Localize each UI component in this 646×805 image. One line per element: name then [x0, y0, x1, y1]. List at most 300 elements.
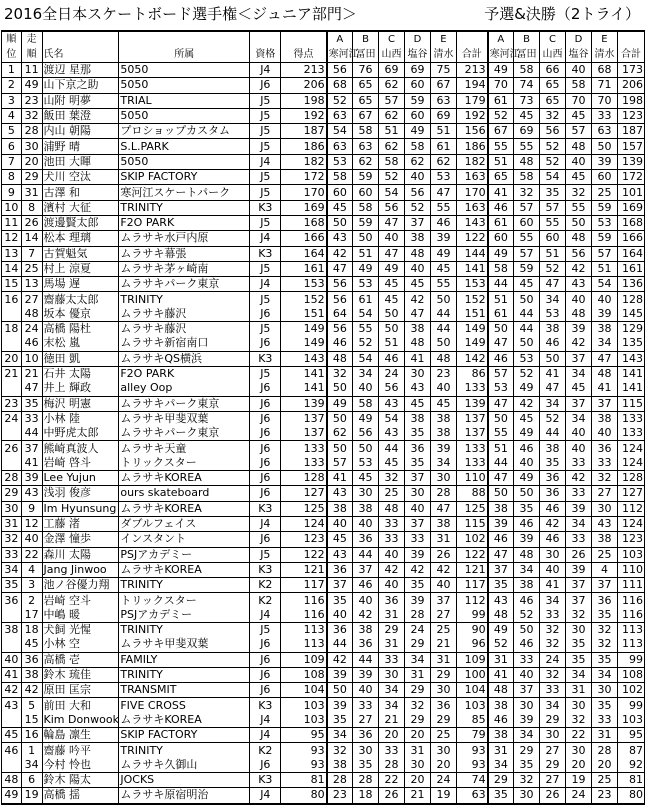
affiliation-cell: FIVE CROSS: [119, 698, 250, 713]
points-cell: 103: [281, 713, 327, 728]
try1-total-cell: 74: [456, 772, 487, 787]
try1-score-cell: 20: [430, 758, 456, 773]
table-row: [2, 501, 645, 516]
try1-score-cell: 37: [353, 562, 379, 577]
table-row: [2, 578, 645, 593]
try2-score-cell: 33: [566, 532, 592, 547]
try1-score-cell: 29: [405, 637, 431, 652]
name-cell: 輪島 凛生: [42, 728, 119, 743]
try1-score-cell: 54: [379, 185, 405, 200]
judge-name: 塩谷: [405, 47, 431, 63]
try2-score-cell: 48: [591, 366, 617, 381]
try2-score-cell: 68: [591, 63, 617, 78]
try2-score-cell: 38: [488, 698, 514, 713]
try1-score-cell: 68: [327, 78, 353, 93]
try2-total-cell: 113: [617, 622, 644, 637]
rank-cell: 15: [2, 277, 22, 292]
try1-score-cell: 19: [430, 788, 456, 804]
try2-score-cell: 58: [514, 170, 540, 185]
table-row: [2, 93, 645, 108]
try2-score-cell: 46: [540, 532, 566, 547]
try1-score-cell: 62: [379, 78, 405, 93]
qualification-cell: J6: [250, 336, 281, 351]
qualification-cell: J5: [250, 366, 281, 381]
try1-score-cell: 30: [379, 667, 405, 682]
try1-score-cell: 44: [353, 547, 379, 562]
try2-score-cell: 55: [488, 426, 514, 441]
try1-score-cell: 38: [405, 411, 431, 426]
try2-score-cell: 41: [540, 578, 566, 593]
try1-score-cell: 58: [405, 139, 431, 154]
name-cell: 今村 怜也: [42, 758, 119, 773]
try1-score-cell: 38: [405, 322, 431, 337]
try2-score-cell: 29: [488, 772, 514, 787]
rank-cell: 7: [2, 154, 22, 169]
try1-score-cell: 36: [353, 728, 379, 743]
try2-score-cell: 34: [488, 758, 514, 773]
try2-score-cell: 55: [514, 139, 540, 154]
try1-score-cell: 38: [353, 501, 379, 516]
try1-score-cell: 30: [405, 758, 431, 773]
try1-score-cell: 56: [327, 322, 353, 337]
try2-score-cell: 57: [591, 246, 617, 261]
name-cell: Im Hyunsung: [42, 501, 119, 516]
affiliation-cell: インスタント: [119, 532, 250, 547]
try1-score-cell: 37: [405, 215, 431, 230]
try1-score-cell: 56: [379, 200, 405, 215]
try2-score-cell: 38: [540, 322, 566, 337]
order-cell: 18: [21, 622, 42, 637]
points-cell: 166: [281, 231, 327, 246]
try1-total-cell: 144: [456, 246, 487, 261]
try1-score-cell: 54: [379, 411, 405, 426]
table-row: [2, 351, 645, 366]
results-body: [2, 63, 645, 804]
try1-score-cell: 33: [379, 516, 405, 531]
try2-total-cell: 164: [617, 246, 644, 261]
table-row: [2, 185, 645, 200]
points-cell: 137: [281, 411, 327, 426]
try2-score-cell: 39: [488, 516, 514, 531]
try2-score-cell: 47: [591, 351, 617, 366]
try1-score-cell: 62: [405, 154, 431, 169]
rank-cell: 5: [2, 124, 22, 139]
try2-score-cell: 51: [540, 246, 566, 261]
rank-cell: 10: [2, 200, 22, 215]
try2-score-cell: 48: [566, 307, 592, 322]
try1-score-cell: 33: [379, 532, 405, 547]
try2-score-cell: 22: [566, 728, 592, 743]
try2-score-cell: 32: [591, 471, 617, 486]
qualification-cell: K3: [250, 246, 281, 261]
try2-score-cell: 47: [488, 547, 514, 562]
try1-score-cell: 55: [430, 200, 456, 215]
order-cell: 43: [21, 486, 42, 501]
try2-score-cell: 35: [591, 698, 617, 713]
rank-cell: 35: [2, 578, 22, 593]
try1-score-cell: 39: [353, 667, 379, 682]
try1-score-cell: 50: [327, 215, 353, 230]
try2-score-cell: 30: [514, 698, 540, 713]
try1-total-cell: 156: [456, 124, 487, 139]
try2-total-cell: 124: [617, 516, 644, 531]
table-row: [2, 154, 645, 169]
order-cell: 45: [21, 637, 42, 652]
try1-score-cell: 56: [327, 292, 353, 307]
try2-total-cell: 128: [617, 471, 644, 486]
try2-total-cell: 129: [617, 322, 644, 337]
try2-score-cell: 51: [591, 261, 617, 276]
qualification-cell: J6: [250, 456, 281, 471]
affiliation-cell: TRINITY: [119, 200, 250, 215]
table-row: [2, 788, 645, 804]
try2-score-cell: 37: [591, 396, 617, 411]
try2-score-cell: 52: [514, 608, 540, 623]
try1-score-cell: 30: [405, 366, 431, 381]
try1-total-cell: 139: [456, 396, 487, 411]
try1-total-cell: 122: [456, 231, 487, 246]
try2-score-cell: 53: [540, 307, 566, 322]
try1-score-cell: 48: [327, 351, 353, 366]
try2-score-cell: 25: [591, 185, 617, 200]
try1-score-cell: 69: [379, 63, 405, 78]
points-cell: 151: [281, 307, 327, 322]
table-row: [2, 277, 645, 292]
table-row: [2, 292, 645, 307]
order-cell: 28: [21, 124, 42, 139]
try2-score-cell: 39: [566, 322, 592, 337]
affiliation-cell: 5050: [119, 63, 250, 78]
try2-score-cell: 71: [591, 78, 617, 93]
table-row: [2, 200, 645, 215]
try1-score-cell: 55: [430, 277, 456, 292]
try2-score-cell: 30: [591, 683, 617, 698]
judge-letter: C: [540, 31, 566, 47]
try2-score-cell: 38: [591, 411, 617, 426]
try2-score-cell: 30: [566, 743, 592, 758]
try1-score-cell: 53: [430, 170, 456, 185]
try1-total-cell: 90: [456, 622, 487, 637]
order-cell: 16: [21, 728, 42, 743]
try1-total-cell: 137: [456, 411, 487, 426]
try1-score-cell: 40: [405, 261, 431, 276]
try1-score-cell: 40: [327, 608, 353, 623]
try2-score-cell: 61: [488, 307, 514, 322]
try1-score-cell: 31: [430, 652, 456, 667]
try1-score-cell: 51: [353, 246, 379, 261]
affiliation-cell: ムラサキパーク東京: [119, 396, 250, 411]
try2-score-cell: 33: [591, 456, 617, 471]
try1-score-cell: 39: [405, 593, 431, 608]
try2-score-cell: 35: [566, 652, 592, 667]
page-subtitle: 予選&決勝（2トライ）: [484, 5, 640, 23]
try2-total-cell: 143: [617, 351, 644, 366]
rank-cell: 46: [2, 743, 22, 758]
try2-total-cell: 92: [617, 758, 644, 773]
order-cell: 15: [21, 713, 42, 728]
try2-score-cell: 30: [514, 788, 540, 804]
try1-total-cell: 152: [456, 292, 487, 307]
try2-score-cell: 55: [488, 139, 514, 154]
try1-score-cell: 26: [430, 547, 456, 562]
try2-total-cell: 157: [617, 139, 644, 154]
rank-cell: 23: [2, 396, 22, 411]
try1-total-cell: 194: [456, 78, 487, 93]
order-cell: 14: [21, 231, 42, 246]
try2-score-cell: 52: [514, 366, 540, 381]
try1-score-cell: 49: [379, 261, 405, 276]
try2-score-cell: 53: [514, 351, 540, 366]
try2-score-cell: 36: [540, 471, 566, 486]
try1-score-cell: 29: [405, 683, 431, 698]
try1-total-cell: 133: [456, 456, 487, 471]
order-cell: 37: [21, 441, 42, 456]
try1-score-cell: 25: [430, 622, 456, 637]
try2-score-cell: 40: [566, 292, 592, 307]
try1-score-cell: 58: [327, 170, 353, 185]
affiliation-cell: ムラサキ幕張: [119, 246, 250, 261]
points-cell: 109: [281, 652, 327, 667]
try2-score-cell: 50: [514, 622, 540, 637]
name-cell: 工藤 渚: [42, 516, 119, 531]
points-cell: 116: [281, 593, 327, 608]
qualification-cell: J6: [250, 667, 281, 682]
try2-total-cell: 116: [617, 608, 644, 623]
try2-total-cell: 141: [617, 366, 644, 381]
try2-score-cell: 45: [566, 108, 592, 123]
try2-score-cell: 55: [566, 200, 592, 215]
qualification-cell: J6: [250, 426, 281, 441]
qualification-cell: K2: [250, 578, 281, 593]
points-cell: 141: [281, 381, 327, 396]
try2-total-cell: 198: [617, 93, 644, 108]
try2-score-cell: 35: [488, 578, 514, 593]
try1-score-cell: 47: [379, 246, 405, 261]
table-row: [2, 728, 645, 743]
try2-score-cell: 41: [488, 185, 514, 200]
try1-score-cell: 40: [327, 516, 353, 531]
try1-total-cell: 63: [456, 788, 487, 804]
affiliation-cell: ムラサキKOREA: [119, 501, 250, 516]
try1-total-cell: 122: [456, 547, 487, 562]
name-cell: 岩崎 空斗: [42, 593, 119, 608]
try1-score-cell: 30: [353, 743, 379, 758]
table-row: [2, 471, 645, 486]
points-cell: 113: [281, 622, 327, 637]
points-cell: 172: [281, 170, 327, 185]
try1-score-cell: 20: [405, 772, 431, 787]
try1-score-cell: 61: [430, 139, 456, 154]
try1-score-cell: 67: [430, 78, 456, 93]
try1-score-cell: 40: [430, 578, 456, 593]
name-cell: 高橋 陽杜: [42, 322, 119, 337]
try2-score-cell: 34: [566, 667, 592, 682]
points-cell: 206: [281, 78, 327, 93]
try1-score-cell: 24: [405, 622, 431, 637]
name-cell: 濱村 大征: [42, 200, 119, 215]
points-cell: 186: [281, 139, 327, 154]
try2-total-cell: 99: [617, 698, 644, 713]
try2-total-cell: 172: [617, 170, 644, 185]
try2-score-cell: 40: [566, 426, 592, 441]
name-cell: 池ノ谷優力翔: [42, 578, 119, 593]
name-cell: 前田 大和: [42, 698, 119, 713]
try1-score-cell: 32: [379, 471, 405, 486]
table-row: [2, 381, 645, 396]
try1-score-cell: 45: [405, 277, 431, 292]
try1-score-cell: 27: [353, 713, 379, 728]
try2-score-cell: 45: [566, 170, 592, 185]
try2-score-cell: 44: [514, 307, 540, 322]
table-row: [2, 622, 645, 637]
try2-score-cell: 73: [514, 93, 540, 108]
try2-score-cell: 40: [514, 456, 540, 471]
rank-cell: 41: [2, 667, 22, 682]
name-cell: 坂本 優京: [42, 307, 119, 322]
qualification-cell: J6: [250, 307, 281, 322]
try1-score-cell: 35: [327, 713, 353, 728]
try1-score-cell: 44: [379, 441, 405, 456]
try2-total-cell: 136: [617, 277, 644, 292]
try1-score-cell: 63: [327, 108, 353, 123]
order-cell: 5: [21, 698, 42, 713]
table-row: [2, 307, 645, 322]
points-cell: 170: [281, 185, 327, 200]
try1-score-cell: 63: [430, 93, 456, 108]
try1-score-cell: 36: [405, 441, 431, 456]
affiliation-cell: ムラサキKOREA: [119, 562, 250, 577]
rank-cell: 36: [2, 593, 22, 608]
judge-letter: B: [514, 31, 540, 47]
try1-score-cell: 42: [379, 562, 405, 577]
try2-score-cell: 40: [514, 667, 540, 682]
name-cell: Lee Yujun: [42, 471, 119, 486]
try1-score-cell: 50: [327, 381, 353, 396]
try1-total-cell: 96: [456, 637, 487, 652]
try1-score-cell: 34: [327, 728, 353, 743]
table-row: [2, 758, 645, 773]
try2-score-cell: 47: [488, 336, 514, 351]
try1-score-cell: 22: [379, 772, 405, 787]
try1-score-cell: 52: [353, 336, 379, 351]
affiliation-cell: alley Oop: [119, 381, 250, 396]
try1-total-cell: 117: [456, 578, 487, 593]
try2-score-cell: 26: [566, 547, 592, 562]
try1-score-cell: 47: [430, 501, 456, 516]
try2-total-cell: 166: [617, 231, 644, 246]
points-cell: 81: [281, 772, 327, 787]
try2-score-cell: 40: [591, 426, 617, 441]
qualification-cell: K3: [250, 698, 281, 713]
points-cell: 95: [281, 728, 327, 743]
try2-total-cell: 87: [617, 743, 644, 758]
try1-score-cell: 33: [405, 532, 431, 547]
affiliation-cell: ムラサキ甲斐双葉: [119, 411, 250, 426]
try1-score-cell: 50: [327, 411, 353, 426]
judge-letter: E: [591, 31, 617, 47]
try1-score-cell: 23: [327, 788, 353, 804]
points-cell: 198: [281, 93, 327, 108]
try2-score-cell: 70: [591, 93, 617, 108]
name-cell: 岩崎 啓斗: [42, 456, 119, 471]
rank-cell: 42: [2, 683, 22, 698]
points-cell: 213: [281, 63, 327, 78]
table-row: [2, 593, 645, 608]
try1-total-cell: 85: [456, 713, 487, 728]
table-row: [2, 261, 645, 276]
try2-score-cell: 25: [591, 547, 617, 562]
try1-score-cell: 61: [353, 292, 379, 307]
points-cell: 93: [281, 743, 327, 758]
try1-score-cell: 33: [353, 698, 379, 713]
qualification-cell: K2: [250, 593, 281, 608]
affiliation-cell: ムラサキQS横浜: [119, 351, 250, 366]
name-cell: 熊崎真波人: [42, 441, 119, 456]
name-cell: 山附 明夢: [42, 93, 119, 108]
try1-score-cell: 30: [430, 683, 456, 698]
order-cell: 32: [21, 108, 42, 123]
try2-score-cell: 30: [591, 501, 617, 516]
try1-score-cell: 45: [379, 456, 405, 471]
try2-score-cell: 49: [514, 381, 540, 396]
name-cell: 井上 輝政: [42, 381, 119, 396]
affiliation-cell: PSJアカデミー: [119, 608, 250, 623]
judge-name: 山西: [540, 47, 566, 63]
try2-score-cell: 35: [591, 652, 617, 667]
points-cell: 124: [281, 516, 327, 531]
table-row: [2, 667, 645, 682]
try2-score-cell: 58: [488, 261, 514, 276]
try2-score-cell: 74: [514, 78, 540, 93]
affiliation-cell: FAMILY: [119, 652, 250, 667]
try2-score-cell: 60: [540, 231, 566, 246]
try2-score-cell: 52: [488, 108, 514, 123]
order-cell: 27: [21, 292, 42, 307]
try2-total-cell: 124: [617, 441, 644, 456]
name-cell: 池田 大暉: [42, 154, 119, 169]
try1-score-cell: 50: [430, 292, 456, 307]
try2-score-cell: 39: [566, 501, 592, 516]
try2-score-cell: 42: [566, 471, 592, 486]
rank-cell: 21: [2, 366, 22, 381]
rank-cell: 33: [2, 547, 22, 562]
try2-total-cell: 99: [617, 652, 644, 667]
points-cell: 122: [281, 547, 327, 562]
header: [0, 0, 646, 30]
qualification-cell: J6: [250, 652, 281, 667]
try1-total-cell: 153: [456, 277, 487, 292]
try1-score-cell: 36: [430, 698, 456, 713]
try1-score-cell: 45: [430, 396, 456, 411]
try2-total-cell: 81: [617, 772, 644, 787]
order-cell: 13: [21, 277, 42, 292]
try1-score-cell: 42: [430, 562, 456, 577]
try2-total-cell: 133: [617, 426, 644, 441]
try1-score-cell: 38: [327, 501, 353, 516]
rank-cell: 8: [2, 170, 22, 185]
try1-score-cell: 21: [379, 713, 405, 728]
try2-score-cell: 65: [540, 93, 566, 108]
try1-score-cell: 58: [379, 154, 405, 169]
try1-total-cell: 182: [456, 154, 487, 169]
table-row: [2, 124, 645, 139]
try2-score-cell: 41: [540, 366, 566, 381]
qualification-cell: J4: [250, 788, 281, 804]
order-cell: 21: [21, 366, 42, 381]
order-cell: 31: [21, 185, 42, 200]
try1-score-cell: 65: [353, 78, 379, 93]
try1-score-cell: 51: [379, 336, 405, 351]
